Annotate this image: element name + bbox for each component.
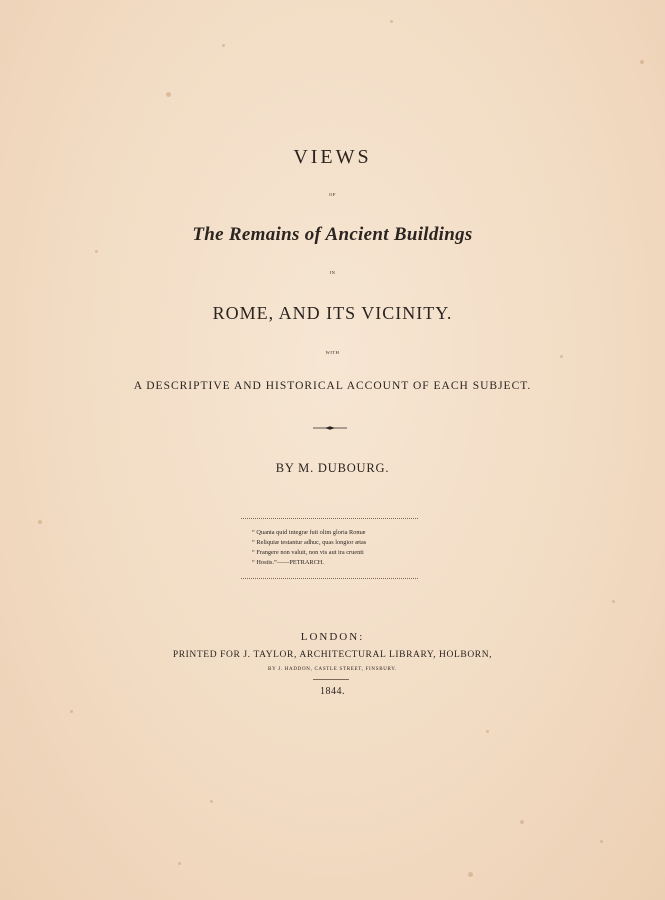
foxing-spot [486,730,489,733]
epigraph-bottom-rule [241,578,418,579]
foxing-spot [560,355,563,358]
foxing-spot [600,840,603,843]
foxing-spot [210,800,213,803]
connector-in: IN [329,270,336,275]
foxing-spot [38,520,42,524]
foxing-spot [468,872,473,877]
date-rule [313,679,349,680]
ornament-divider-icon [313,426,347,430]
epigraph-line: “ Reliquiæ testantur adhuc, quas longior ætas [252,539,367,547]
epigraph-line: “ Frangere non valuit, non vis aut ira cruenti [252,549,364,557]
main-title: VIEWS [293,146,372,168]
publication-year: 1844. [320,686,345,697]
location-title: ROME, AND ITS VICINITY. [212,303,453,323]
subtitle: The Remains of Ancient Buildings [192,224,473,245]
epigraph-line: “ Quanta quid integræ fuit olim gloria Romæ [252,529,366,536]
foxing-spot [222,44,225,47]
imprint-printer: BY J. HADDON, CASTLE STREET, FINSBURY. [268,667,397,672]
author-byline: BY M. DUBOURG. [275,461,390,475]
foxing-spot [95,250,98,253]
connector-of: OF [329,192,336,197]
foxing-spot [640,60,644,64]
foxing-spot [390,20,393,23]
foxing-spot [612,600,615,603]
foxing-spot [178,862,181,865]
connector-with: WITH [325,350,340,355]
foxing-spot [70,710,73,713]
epigraph-line: “ Hostis.”——PETRARCH. [252,559,324,567]
epigraph [252,528,422,568]
epigraph-top-rule [241,518,418,519]
description-line: A DESCRIPTIVE AND HISTORICAL ACCOUNT OF EACH SUBJECT. [133,380,532,392]
foxing-spot [520,820,524,824]
imprint-publisher: PRINTED FOR J. TAYLOR, ARCHITECTURAL LIBRARY, HOLBORN, [172,650,493,660]
foxing-spot [166,92,171,97]
imprint-city: LONDON: [300,631,365,643]
